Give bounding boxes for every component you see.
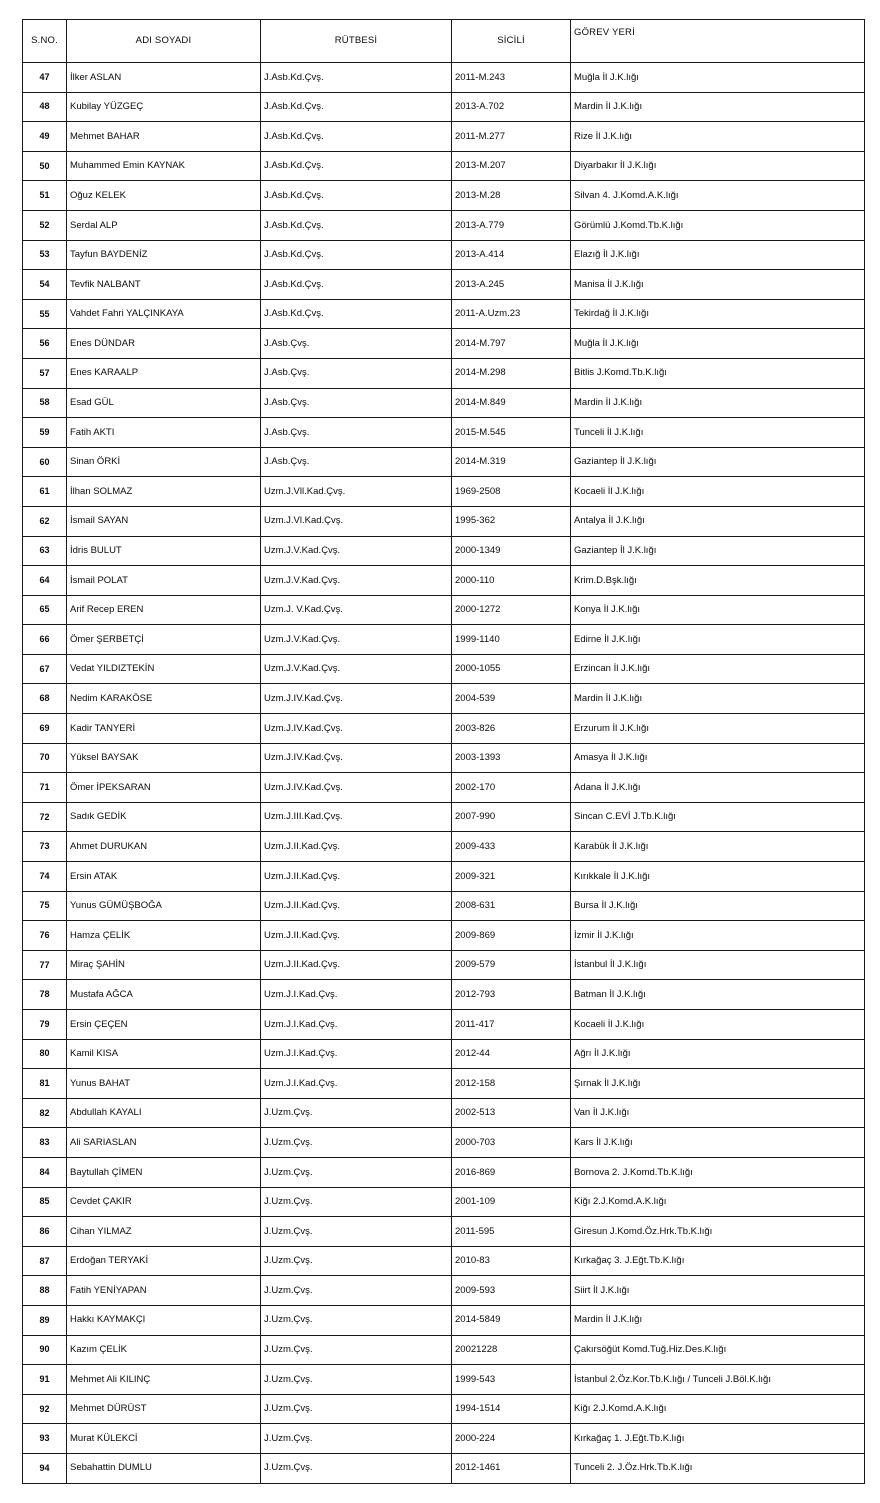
row-name: Sebahattin DUMLU (67, 1453, 261, 1483)
row-number: 91 (23, 1365, 67, 1395)
row-number: 68 (23, 684, 67, 714)
row-name: Abdullah KAYALI (67, 1098, 261, 1128)
row-number: 63 (23, 536, 67, 566)
row-name: Mustafa AĞCA (67, 980, 261, 1010)
table-row (23, 684, 865, 714)
row-rank: Uzm.J.I.Kad.Çvş. (261, 1010, 452, 1040)
row-rank: Uzm.J.II.Kad.Çvş. (261, 832, 452, 862)
row-name: Miraç ŞAHİN (67, 950, 261, 980)
row-registry: 2010-83 (452, 1246, 571, 1276)
row-rank: J.Uzm.Çvş. (261, 1246, 452, 1276)
table-row (23, 1010, 865, 1040)
table-row (23, 1128, 865, 1158)
row-number: 87 (23, 1246, 67, 1276)
row-name: Ersin ATAK (67, 862, 261, 892)
row-registry: 2000-1349 (452, 536, 571, 566)
row-rank: J.Uzm.Çvş. (261, 1335, 452, 1365)
table-row (23, 1394, 865, 1424)
row-registry: 2013-M.28 (452, 181, 571, 211)
row-number: 74 (23, 862, 67, 892)
table-row (23, 240, 865, 270)
row-number: 58 (23, 388, 67, 418)
row-registry: 2014-M.319 (452, 447, 571, 477)
row-name: Kubilay YÜZGEÇ (67, 92, 261, 122)
row-duty-station: İstanbul 2.Öz.Kor.Tb.K.lığı / Tunceli J.Böl.K.lığı (571, 1365, 865, 1395)
row-number: 73 (23, 832, 67, 862)
row-number: 72 (23, 802, 67, 832)
table-row (23, 1365, 865, 1395)
row-rank: Uzm.J.IV.Kad.Çvş. (261, 743, 452, 773)
row-number: 48 (23, 92, 67, 122)
row-registry: 2014-M.797 (452, 329, 571, 359)
table-row (23, 329, 865, 359)
row-number: 66 (23, 625, 67, 655)
row-registry: 2000-110 (452, 566, 571, 596)
row-name: Murat KÜLEKCİ (67, 1424, 261, 1454)
row-name: Hakkı KAYMAKÇI (67, 1305, 261, 1335)
row-duty-station: Gaziantep İl J.K.lığı (571, 447, 865, 477)
row-duty-station: İstanbul İl J.K.lığı (571, 950, 865, 980)
row-number: 55 (23, 299, 67, 329)
row-number: 64 (23, 566, 67, 596)
row-number: 75 (23, 891, 67, 921)
row-rank: Uzm.J.II.Kad.Çvş. (261, 891, 452, 921)
table-row (23, 270, 865, 300)
row-registry: 2011-417 (452, 1010, 571, 1040)
row-registry: 2007-990 (452, 802, 571, 832)
row-name: İdris BULUT (67, 536, 261, 566)
row-duty-station: İzmir İl J.K.lığı (571, 921, 865, 951)
row-registry: 2003-1393 (452, 743, 571, 773)
row-name: Yunus BAHAT (67, 1069, 261, 1099)
row-name: Erdoğan TERYAKİ (67, 1246, 261, 1276)
row-rank: J.Asb.Kd.Çvş. (261, 240, 452, 270)
table-row (23, 536, 865, 566)
row-rank: J.Uzm.Çvş. (261, 1276, 452, 1306)
row-rank: J.Uzm.Çvş. (261, 1394, 452, 1424)
document-sheet (22, 19, 864, 1484)
row-registry: 1999-1140 (452, 625, 571, 655)
row-rank: J.Asb.Kd.Çvş. (261, 299, 452, 329)
row-registry: 2016-869 (452, 1157, 571, 1187)
row-duty-station: Tunceli 2. J.Öz.Hrk.Tb.K.lığı (571, 1453, 865, 1483)
row-number: 85 (23, 1187, 67, 1217)
row-rank: Uzm.J.V.Kad.Çvş. (261, 566, 452, 596)
row-rank: Uzm.J. V.Kad.Çvş. (261, 595, 452, 625)
row-name: Ömer İPEKSARAN (67, 773, 261, 803)
row-duty-station: Kırkağaç 1. J.Eğt.Tb.K.lığı (571, 1424, 865, 1454)
table-row (23, 1217, 865, 1247)
row-name: Tevfik NALBANT (67, 270, 261, 300)
table-row (23, 802, 865, 832)
row-rank: J.Asb.Çvş. (261, 447, 452, 477)
row-name: İsmail POLAT (67, 566, 261, 596)
row-number: 61 (23, 477, 67, 507)
row-duty-station: Tekirdağ İl J.K.lığı (571, 299, 865, 329)
row-duty-station: Muğla İl J.K.lığı (571, 63, 865, 93)
table-body (23, 63, 865, 1484)
row-registry: 2001-109 (452, 1187, 571, 1217)
table-row (23, 1039, 865, 1069)
row-registry: 2003-826 (452, 714, 571, 744)
row-number: 84 (23, 1157, 67, 1187)
row-registry: 2013-A.702 (452, 92, 571, 122)
table-row (23, 743, 865, 773)
row-name: Cihan YILMAZ (67, 1217, 261, 1247)
row-registry: 2013-M.207 (452, 151, 571, 181)
row-registry: 1999-543 (452, 1365, 571, 1395)
table-row (23, 714, 865, 744)
table-row (23, 654, 865, 684)
table-row (23, 921, 865, 951)
row-registry: 2002-513 (452, 1098, 571, 1128)
table-row (23, 1069, 865, 1099)
row-registry: 2000-1272 (452, 595, 571, 625)
row-duty-station: Kocaeli İl J.K.lığı (571, 1010, 865, 1040)
table-row (23, 595, 865, 625)
row-duty-station: Bitlis J.Komd.Tb.K.lığı (571, 358, 865, 388)
row-duty-station: Konya İl J.K.lığı (571, 595, 865, 625)
header-rank: RÜTBESİ (261, 20, 452, 63)
row-rank: J.Asb.Çvş. (261, 418, 452, 448)
row-number: 70 (23, 743, 67, 773)
row-registry: 2009-579 (452, 950, 571, 980)
table-row (23, 773, 865, 803)
row-registry: 1994-1514 (452, 1394, 571, 1424)
row-name: İlhan SOLMAZ (67, 477, 261, 507)
row-registry: 2011-A.Uzm.23 (452, 299, 571, 329)
header-duty-station: GÖREV YERİ (571, 20, 865, 63)
row-rank: Uzm.J.II.Kad.Çvş. (261, 921, 452, 951)
row-rank: Uzm.J.IV.Kad.Çvş. (261, 773, 452, 803)
table-row (23, 92, 865, 122)
table-row (23, 862, 865, 892)
table-row (23, 299, 865, 329)
row-duty-station: Mardin İl J.K.lığı (571, 92, 865, 122)
row-registry: 2000-703 (452, 1128, 571, 1158)
row-number: 83 (23, 1128, 67, 1158)
row-name: İsmail SAYAN (67, 506, 261, 536)
row-name: Fatih AKTI (67, 418, 261, 448)
row-registry: 2013-A.414 (452, 240, 571, 270)
table-row (23, 625, 865, 655)
row-registry: 2002-170 (452, 773, 571, 803)
row-number: 56 (23, 329, 67, 359)
row-rank: Uzm.J.IV.Kad.Çvş. (261, 684, 452, 714)
row-name: Ahmet DURUKAN (67, 832, 261, 862)
table-row (23, 1335, 865, 1365)
row-duty-station: Kocaeli İl J.K.lığı (571, 477, 865, 507)
row-name: Mehmet BAHAR (67, 122, 261, 152)
row-name: Kadir TANYERİ (67, 714, 261, 744)
row-rank: J.Asb.Çvş. (261, 329, 452, 359)
row-rank: J.Uzm.Çvş. (261, 1128, 452, 1158)
row-rank: J.Asb.Kd.Çvş. (261, 63, 452, 93)
row-number: 67 (23, 654, 67, 684)
row-name: Vahdet Fahri YALÇINKAYA (67, 299, 261, 329)
row-duty-station: Manisa İl J.K.lığı (571, 270, 865, 300)
row-registry: 2015-M.545 (452, 418, 571, 448)
row-registry: 2013-A.779 (452, 210, 571, 240)
row-duty-station: Ağrı İl J.K.lığı (571, 1039, 865, 1069)
row-name: Enes DÜNDAR (67, 329, 261, 359)
row-duty-station: Siirt İl J.K.lığı (571, 1276, 865, 1306)
row-duty-station: Erzurum İl J.K.lığı (571, 714, 865, 744)
table-row (23, 1424, 865, 1454)
row-duty-station: Van İl J.K.lığı (571, 1098, 865, 1128)
row-duty-station: Mardin İl J.K.lığı (571, 388, 865, 418)
row-duty-station: Batman İl J.K.lığı (571, 980, 865, 1010)
table-row (23, 210, 865, 240)
table-row (23, 477, 865, 507)
row-rank: Uzm.J.II.Kad.Çvş. (261, 862, 452, 892)
row-registry: 1969-2508 (452, 477, 571, 507)
row-number: 82 (23, 1098, 67, 1128)
row-rank: Uzm.J.IV.Kad.Çvş. (261, 714, 452, 744)
row-name: Ersin ÇEÇEN (67, 1010, 261, 1040)
header-registry: SİCİLİ (452, 20, 571, 63)
table-row (23, 388, 865, 418)
row-rank: J.Uzm.Çvş. (261, 1424, 452, 1454)
row-number: 52 (23, 210, 67, 240)
row-number: 88 (23, 1276, 67, 1306)
row-number: 89 (23, 1305, 67, 1335)
row-duty-station: Kiğı 2.J.Komd.A.K.lığı (571, 1394, 865, 1424)
row-number: 79 (23, 1010, 67, 1040)
row-duty-station: Şırnak İl J.K.lığı (571, 1069, 865, 1099)
row-registry: 2011-595 (452, 1217, 571, 1247)
row-number: 49 (23, 122, 67, 152)
row-rank: J.Asb.Kd.Çvş. (261, 92, 452, 122)
row-number: 53 (23, 240, 67, 270)
row-number: 93 (23, 1424, 67, 1454)
row-rank: J.Asb.Kd.Çvş. (261, 270, 452, 300)
row-duty-station: Gaziantep İl J.K.lığı (571, 536, 865, 566)
row-duty-station: Adana İl J.K.lığı (571, 773, 865, 803)
row-number: 47 (23, 63, 67, 93)
table-header-row (23, 20, 865, 63)
row-registry: 2013-A.245 (452, 270, 571, 300)
row-name: Yunus GÜMÜŞBOĞA (67, 891, 261, 921)
table-row (23, 122, 865, 152)
row-duty-station: Sincan C.EVİ J.Tb.K.lığı (571, 802, 865, 832)
table-row (23, 1305, 865, 1335)
row-name: Nedim KARAKÖSE (67, 684, 261, 714)
row-registry: 2011-M.277 (452, 122, 571, 152)
row-name: Mehmet Ali KILINÇ (67, 1365, 261, 1395)
table-row (23, 418, 865, 448)
row-registry: 2009-433 (452, 832, 571, 862)
row-number: 60 (23, 447, 67, 477)
row-duty-station: Amasya İl J.K.lığı (571, 743, 865, 773)
row-duty-station: Muğla İl J.K.lığı (571, 329, 865, 359)
table-row (23, 181, 865, 211)
row-duty-station: Silvan 4. J.Komd.A.K.lığı (571, 181, 865, 211)
row-number: 92 (23, 1394, 67, 1424)
row-number: 80 (23, 1039, 67, 1069)
row-registry: 1995-362 (452, 506, 571, 536)
row-name: Enes KARAALP (67, 358, 261, 388)
row-rank: Uzm.J.Vll.Kad.Çvş. (261, 477, 452, 507)
row-number: 78 (23, 980, 67, 1010)
table-row (23, 950, 865, 980)
row-registry: 2011-M.243 (452, 63, 571, 93)
table-row (23, 358, 865, 388)
row-name: Sadık GEDİK (67, 802, 261, 832)
row-number: 51 (23, 181, 67, 211)
table-row (23, 1453, 865, 1483)
header-name: ADI SOYADI (67, 20, 261, 63)
row-duty-station: Mardin İl J.K.lığı (571, 1305, 865, 1335)
row-number: 81 (23, 1069, 67, 1099)
row-number: 86 (23, 1217, 67, 1247)
row-registry: 20021228 (452, 1335, 571, 1365)
row-duty-station: Elazığ İl J.K.lığı (571, 240, 865, 270)
table-row (23, 1187, 865, 1217)
row-duty-station: Tunceli İl J.K.lığı (571, 418, 865, 448)
row-registry: 2012-44 (452, 1039, 571, 1069)
row-number: 71 (23, 773, 67, 803)
personnel-table (22, 19, 865, 1484)
row-registry: 2009-593 (452, 1276, 571, 1306)
row-rank: J.Uzm.Çvş. (261, 1305, 452, 1335)
table-row (23, 506, 865, 536)
row-rank: Uzm.J.V.Kad.Çvş. (261, 654, 452, 684)
row-name: Arif Recep EREN (67, 595, 261, 625)
table-row (23, 980, 865, 1010)
row-name: Ali SARIASLAN (67, 1128, 261, 1158)
row-duty-station: Görümlü J.Komd.Tb.K.lığı (571, 210, 865, 240)
row-rank: Uzm.J.I.Kad.Çvş. (261, 980, 452, 1010)
row-number: 62 (23, 506, 67, 536)
row-name: Cevdet ÇAKIR (67, 1187, 261, 1217)
row-number: 50 (23, 151, 67, 181)
row-number: 94 (23, 1453, 67, 1483)
table-row (23, 1098, 865, 1128)
table-row (23, 891, 865, 921)
table-row (23, 832, 865, 862)
row-rank: J.Uzm.Çvş. (261, 1453, 452, 1483)
row-name: Mehmet DÜRÜST (67, 1394, 261, 1424)
header-no: S.NO. (23, 20, 67, 63)
row-number: 77 (23, 950, 67, 980)
row-number: 90 (23, 1335, 67, 1365)
row-duty-station: Kırkağaç 3. J.Eğt.Tb.K.lığı (571, 1246, 865, 1276)
row-registry: 2004-539 (452, 684, 571, 714)
row-name: Yüksel BAYSAK (67, 743, 261, 773)
row-registry: 2012-158 (452, 1069, 571, 1099)
row-duty-station: Rize İl J.K.lığı (571, 122, 865, 152)
row-name: Kamil KISA (67, 1039, 261, 1069)
row-registry: 2012-793 (452, 980, 571, 1010)
row-number: 54 (23, 270, 67, 300)
row-rank: J.Uzm.Çvş. (261, 1157, 452, 1187)
row-duty-station: Kiğı 2.J.Komd.A.K.lığı (571, 1187, 865, 1217)
row-duty-station: Mardin İl J.K.lığı (571, 684, 865, 714)
row-registry: 2012-1461 (452, 1453, 571, 1483)
row-duty-station: Çakırsöğüt Komd.Tuğ.Hiz.Des.K.lığı (571, 1335, 865, 1365)
row-name: Esad GÜL (67, 388, 261, 418)
row-number: 76 (23, 921, 67, 951)
row-name: Hamza ÇELİK (67, 921, 261, 951)
row-number: 59 (23, 418, 67, 448)
table-row (23, 1157, 865, 1187)
table-row (23, 447, 865, 477)
row-number: 69 (23, 714, 67, 744)
row-duty-station: Karabük İl J.K.lığı (571, 832, 865, 862)
row-registry: 2014-5849 (452, 1305, 571, 1335)
row-duty-station: Kars İl J.K.lığı (571, 1128, 865, 1158)
row-duty-station: Diyarbakır İl J.K.lığı (571, 151, 865, 181)
row-rank: J.Uzm.Çvş. (261, 1187, 452, 1217)
row-rank: Uzm.J.V.Kad.Çvş. (261, 625, 452, 655)
row-duty-station: Kırıkkale İl J.K.lığı (571, 862, 865, 892)
row-rank: Uzm.J.I.Kad.Çvş. (261, 1039, 452, 1069)
row-rank: J.Asb.Kd.Çvş. (261, 181, 452, 211)
row-rank: J.Asb.Kd.Çvş. (261, 122, 452, 152)
row-name: İlker ASLAN (67, 63, 261, 93)
row-duty-station: Antalya İl J.K.lığı (571, 506, 865, 536)
table-row (23, 566, 865, 596)
row-name: Muhammed Emin KAYNAK (67, 151, 261, 181)
table-row (23, 63, 865, 93)
row-registry: 2000-224 (452, 1424, 571, 1454)
row-rank: Uzm.J.V.Kad.Çvş. (261, 536, 452, 566)
row-rank: Uzm.J.I.Kad.Çvş. (261, 1069, 452, 1099)
table-row (23, 151, 865, 181)
row-registry: 2000-1055 (452, 654, 571, 684)
row-rank: Uzm.J.II.Kad.Çvş. (261, 950, 452, 980)
table-row (23, 1276, 865, 1306)
row-name: Sinan ÖRKİ (67, 447, 261, 477)
row-registry: 2014-M.849 (452, 388, 571, 418)
row-name: Ömer ŞERBETÇİ (67, 625, 261, 655)
table-row (23, 1246, 865, 1276)
row-registry: 2014-M.298 (452, 358, 571, 388)
row-number: 65 (23, 595, 67, 625)
row-name: Baytullah ÇİMEN (67, 1157, 261, 1187)
row-name: Fatih YENİYAPAN (67, 1276, 261, 1306)
row-duty-station: Erzincan İl J.K.lığı (571, 654, 865, 684)
row-rank: J.Uzm.Çvş. (261, 1098, 452, 1128)
row-rank: Uzm.J.III.Kad.Çvş. (261, 802, 452, 832)
row-duty-station: Krim.D.Bşk.lığı (571, 566, 865, 596)
row-name: Vedat YILDIZTEKİN (67, 654, 261, 684)
row-number: 57 (23, 358, 67, 388)
row-rank: J.Asb.Kd.Çvş. (261, 151, 452, 181)
row-rank: Uzm.J.Vl.Kad.Çvş. (261, 506, 452, 536)
row-name: Tayfun BAYDENİZ (67, 240, 261, 270)
row-rank: J.Asb.Çvş. (261, 358, 452, 388)
row-registry: 2008-631 (452, 891, 571, 921)
row-registry: 2009-321 (452, 862, 571, 892)
row-name: Kazım ÇELİK (67, 1335, 261, 1365)
row-rank: J.Uzm.Çvş. (261, 1365, 452, 1395)
row-name: Serdal ALP (67, 210, 261, 240)
row-rank: J.Uzm.Çvş. (261, 1217, 452, 1247)
row-duty-station: Edirne İl J.K.lığı (571, 625, 865, 655)
row-duty-station: Giresun J.Komd.Öz.Hrk.Tb.K.lığı (571, 1217, 865, 1247)
row-name: Oğuz KELEK (67, 181, 261, 211)
row-duty-station: Bursa İl J.K.lığı (571, 891, 865, 921)
row-registry: 2009-869 (452, 921, 571, 951)
row-rank: J.Asb.Kd.Çvş. (261, 210, 452, 240)
row-duty-station: Bornova 2. J.Komd.Tb.K.lığı (571, 1157, 865, 1187)
row-rank: J.Asb.Çvş. (261, 388, 452, 418)
